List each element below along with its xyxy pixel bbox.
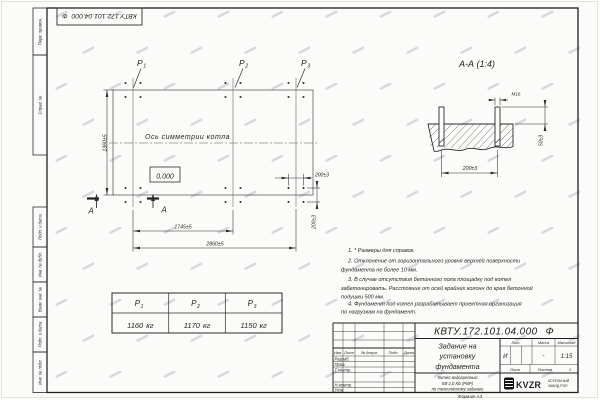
margin-label: Перв. примен. <box>37 17 43 46</box>
note-line: 2. Отклонение от горизонтального уровня верхней поверхности <box>348 258 521 265</box>
col-doc: № докум. <box>361 351 378 355</box>
note-line: фундамента не более 10 мм. <box>341 267 418 274</box>
margin-label: Инв. № дубл. <box>37 251 43 278</box>
dim-bolt-y: 200±3 <box>311 215 318 229</box>
dim-1745: 1745±5 <box>174 224 192 231</box>
thread-label: М16 <box>511 91 521 97</box>
mass-value: - <box>542 353 545 359</box>
dim-stud-spacing: 200±3 <box>462 166 478 172</box>
section-letter-left: А <box>88 206 94 216</box>
table-header-p3: $Р_3$ <box>247 299 257 310</box>
margin-label: Подп. и дата <box>37 214 43 240</box>
dim-bolt-x: 200±3 <box>315 172 329 179</box>
note-line: забетонировать. Расстояние от осей крайних колонн до края бетонной <box>341 286 533 292</box>
margin-label: Взам. инв. № <box>37 286 43 313</box>
lit-header: Лит. <box>511 341 521 345</box>
table-value-p3: 1150 кг <box>240 321 267 330</box>
dim-2860: 2860±5 <box>206 241 224 248</box>
note-line: по нагрузкам на фундамент. <box>341 309 417 316</box>
product-line2: КВ-2,0 КБ (РВР) <box>441 381 474 386</box>
product-line1: Котел водогрейный <box>437 375 478 380</box>
row-nkontr: Н.контр. <box>334 382 353 388</box>
logo-text: KVZR <box>516 380 542 390</box>
table-header-p2: $Р_2$ <box>191 299 200 310</box>
title-block-designation: КВТУ.172.101.04.000 Ф <box>434 326 554 338</box>
row-utv: Утв. <box>334 387 345 393</box>
note-line: 3. В случае отсутствия бетонного пола площадку под котел <box>348 277 512 283</box>
section-letter-right: А <box>161 205 167 215</box>
sheets-label: Листов <box>537 367 553 372</box>
note-line: 1. * Размеры для справок. <box>348 248 415 254</box>
col-izm: Изм. <box>333 351 343 355</box>
symmetry-axis-label: Ось симметрии котла <box>145 134 230 141</box>
dim-1360: 1360±5 <box>102 134 109 152</box>
format-label: Формат А3 <box>457 394 483 399</box>
table-header-p1: $Р_1$ <box>134 299 144 310</box>
note-line: 4. Фундамент под котел разрабатывает проектная организация <box>348 301 522 308</box>
row-razrab: Разраб. <box>334 356 350 362</box>
notes <box>340 248 533 316</box>
table-value-p2: 1170 кг <box>183 321 211 330</box>
designation-rotated: КВТУ.172.101.04.000Ф <box>62 12 137 19</box>
company-name-line1: КОТЕЛЬНЫЙ <box>548 379 570 383</box>
level-mark: 0,000 <box>156 173 174 181</box>
sheets-value: 1 <box>568 367 572 372</box>
row-prov: Пров. <box>334 362 346 367</box>
load-point-label-p2: Р2 <box>239 58 249 70</box>
col-podp: Подп. <box>388 351 399 355</box>
margin-label: Инв. № подл. <box>37 359 43 385</box>
col-data: Дата <box>403 351 415 355</box>
sheet-label: Лист <box>509 367 521 372</box>
margin-label: Справ. № <box>37 95 43 115</box>
col-list: Лист <box>344 351 354 355</box>
table-value-p1: 1160 кг <box>127 321 154 330</box>
doc-title-line1: Задание на <box>438 341 477 351</box>
note-line: подушки 500 мм. <box>341 294 385 301</box>
scale-value: 1:15 <box>560 354 573 360</box>
margin-label: Подп. и дата <box>37 321 43 348</box>
row-tkontr: Т.контр. <box>334 367 352 373</box>
load-point-label-p3: Р3 <box>301 58 311 70</box>
load-point-label-p1: Р1 <box>137 58 147 70</box>
scale-header: Масштаб <box>557 341 576 345</box>
lit-value: И <box>503 353 508 360</box>
dim-protrusion: 50±3 <box>538 134 545 147</box>
product-line3: по техническому заданию <box>431 386 484 392</box>
doc-title-line2: установку <box>439 351 476 361</box>
company-name-line2: ЗАВОД РЭП <box>548 384 568 388</box>
doc-title-line3: фундамента <box>435 362 480 371</box>
mass-header: Масса <box>537 341 550 345</box>
section-title: А-А (1:4) <box>458 59 496 69</box>
